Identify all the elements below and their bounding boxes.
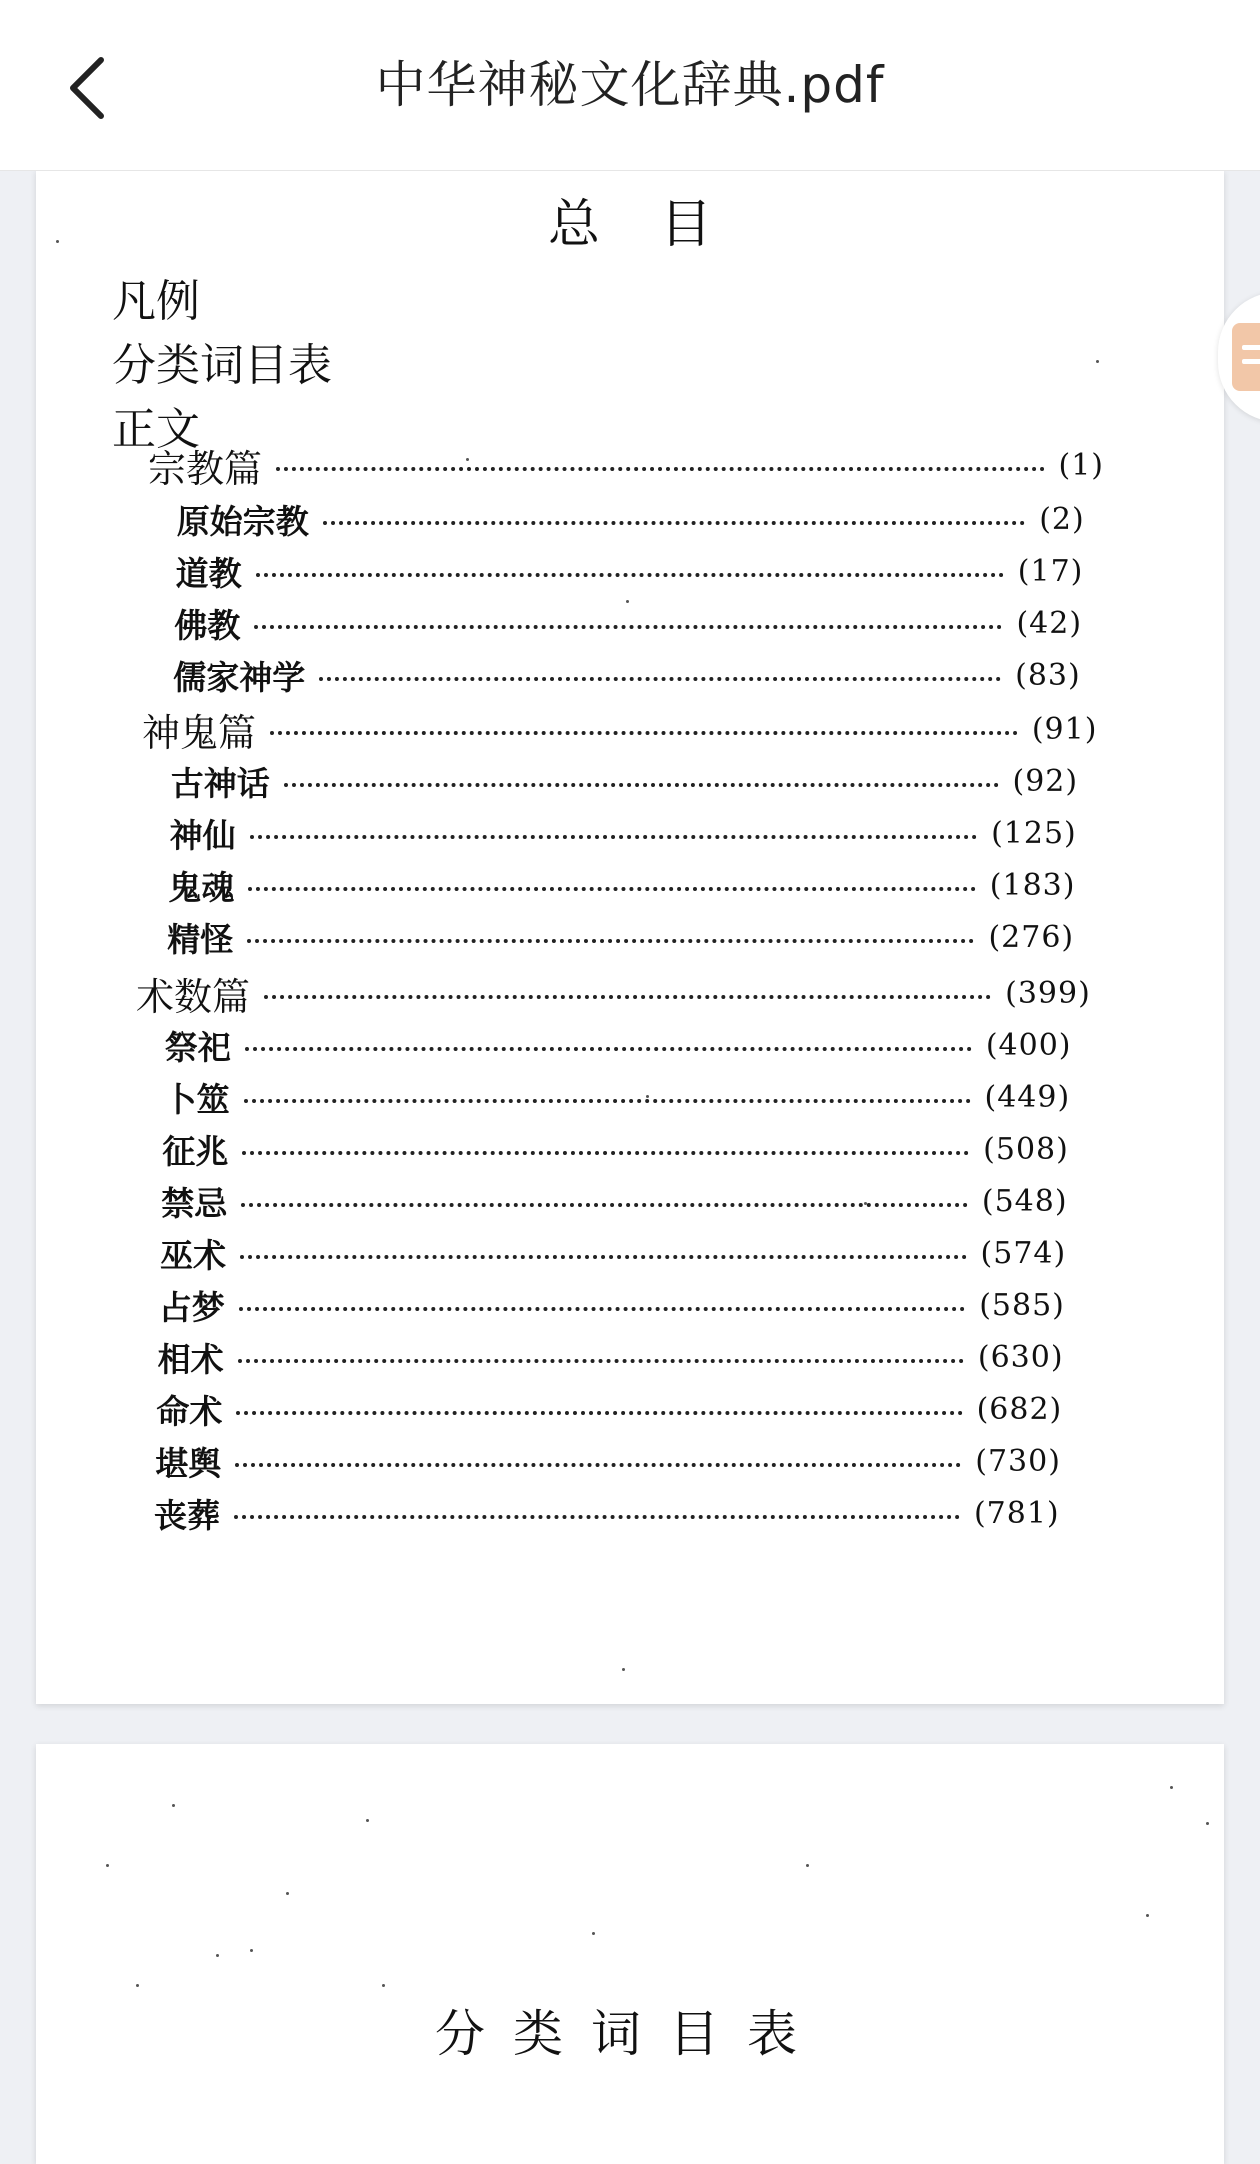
toc-row-label: 原始宗教 bbox=[176, 501, 309, 541]
toc-row-leader bbox=[235, 1463, 961, 1467]
toc-row-page: (91) bbox=[1031, 711, 1098, 747]
page-heading: 总目 bbox=[547, 195, 772, 255]
toc-row-leader bbox=[256, 573, 1004, 577]
toc-row-label: 占梦 bbox=[158, 1287, 225, 1327]
toc-row-page: (399) bbox=[1005, 975, 1091, 1011]
chevron-left-icon bbox=[65, 56, 109, 120]
toc-row[interactable] bbox=[174, 600, 1082, 646]
toc-row-label: 佛教 bbox=[174, 605, 241, 645]
toc-row-leader bbox=[323, 521, 1025, 525]
toc-row-label: 祭祀 bbox=[164, 1027, 231, 1067]
toc-row[interactable] bbox=[167, 914, 1074, 960]
toc-row-page: (276) bbox=[988, 919, 1075, 955]
toc-row[interactable] bbox=[158, 1334, 1064, 1380]
pdf-page-1[interactable] bbox=[36, 170, 1224, 1704]
toc-row-page: (92) bbox=[1012, 763, 1079, 799]
toc-row-leader bbox=[239, 1307, 965, 1311]
toc-top-entry: 正文 bbox=[112, 404, 200, 455]
toc-row-leader bbox=[236, 1411, 962, 1415]
toc-row-page: (400) bbox=[985, 1027, 1072, 1063]
toc-row-leader bbox=[319, 677, 1001, 681]
toc-row-page: (781) bbox=[973, 1495, 1060, 1531]
toc-row-label: 精怪 bbox=[167, 919, 234, 959]
toc-row-label: 宗教篇 bbox=[148, 446, 263, 491]
toc-row-leader bbox=[242, 1151, 969, 1155]
toc-row[interactable] bbox=[156, 1386, 1062, 1432]
toc-row-page: (682) bbox=[976, 1391, 1063, 1427]
toc-top-entry: 分类词目表 bbox=[112, 340, 332, 391]
toc-row-page: (449) bbox=[984, 1079, 1071, 1115]
document-title: 中华神秘文化辞典.pdf bbox=[375, 56, 885, 114]
toc-row-leader bbox=[240, 1255, 967, 1259]
toc-row-label: 儒家神学 bbox=[173, 657, 306, 697]
toc-row-label: 巫术 bbox=[160, 1235, 226, 1275]
toc-row-leader bbox=[241, 1203, 968, 1207]
toc-row[interactable] bbox=[164, 1074, 1071, 1120]
pdf-page-2[interactable] bbox=[36, 1744, 1224, 2164]
side-panel-tab[interactable] bbox=[1218, 292, 1260, 422]
toc-row[interactable] bbox=[165, 1022, 1072, 1068]
toc-row-leader bbox=[276, 467, 1044, 471]
toc-row-page: (17) bbox=[1017, 553, 1084, 589]
toc-row-label: 道教 bbox=[175, 553, 242, 593]
toc-row[interactable] bbox=[173, 652, 1081, 698]
toc-row-leader bbox=[247, 939, 974, 943]
document-list-icon bbox=[1232, 323, 1260, 391]
toc-row-label: 术数篇 bbox=[136, 974, 251, 1019]
toc-row[interactable] bbox=[159, 1282, 1065, 1328]
toc-row-leader bbox=[238, 1359, 964, 1363]
toc-row-label: 相术 bbox=[157, 1339, 224, 1379]
back-button[interactable] bbox=[52, 48, 122, 128]
toc-row-page: (730) bbox=[975, 1443, 1061, 1479]
toc-row-page: (183) bbox=[989, 867, 1076, 903]
toc-row-label: 禁忌 bbox=[161, 1183, 228, 1223]
toc-row-page: (574) bbox=[980, 1235, 1067, 1271]
toc-row[interactable] bbox=[142, 706, 1098, 755]
toc-row[interactable] bbox=[171, 758, 1078, 804]
toc-row-page: (508) bbox=[983, 1131, 1069, 1167]
toc-row-leader bbox=[234, 1515, 960, 1519]
toc-row-page: (630) bbox=[977, 1339, 1064, 1375]
toc-row-page: (585) bbox=[979, 1287, 1065, 1323]
toc-row-page: (1) bbox=[1058, 447, 1104, 483]
toc-row[interactable] bbox=[154, 1490, 1060, 1536]
toc-row-label: 古神话 bbox=[170, 763, 270, 803]
toc-row[interactable] bbox=[161, 1178, 1067, 1224]
toc-row-page: (42) bbox=[1016, 605, 1083, 641]
toc-row-page: (548) bbox=[981, 1183, 1068, 1219]
toc-row-leader bbox=[254, 625, 1002, 629]
toc-row-leader bbox=[264, 995, 991, 999]
toc-row[interactable] bbox=[162, 1126, 1068, 1172]
toc-row[interactable] bbox=[170, 810, 1077, 856]
toc-row-label: 鬼魂 bbox=[168, 867, 235, 907]
toc-row-leader bbox=[284, 783, 999, 787]
toc-row[interactable] bbox=[168, 862, 1075, 908]
toc-row-leader bbox=[248, 887, 975, 891]
toc-row[interactable] bbox=[148, 442, 1104, 491]
toc-top-entry: 凡例 bbox=[112, 276, 200, 327]
toc-row-page: (2) bbox=[1039, 501, 1085, 537]
toc-row-leader bbox=[244, 1099, 971, 1103]
toc-row-label: 卜筮 bbox=[163, 1079, 230, 1119]
toc-row-label: 征兆 bbox=[162, 1131, 229, 1171]
toc-row-label: 堪舆 bbox=[155, 1443, 222, 1483]
toc-row-page: (83) bbox=[1015, 657, 1081, 693]
toc-row[interactable] bbox=[136, 970, 1091, 1019]
toc-row[interactable] bbox=[155, 1438, 1061, 1484]
toc-row-leader bbox=[270, 731, 1018, 735]
toc-row[interactable] bbox=[177, 496, 1085, 542]
toc-row[interactable] bbox=[176, 548, 1084, 594]
toc-row-label: 神鬼篇 bbox=[142, 710, 257, 755]
toc-row-page: (125) bbox=[991, 815, 1077, 851]
page-heading: 分类词目表 bbox=[435, 2005, 825, 2063]
toc-row-label: 神仙 bbox=[169, 815, 236, 855]
top-bar bbox=[0, 0, 1260, 171]
toc-row-label: 命术 bbox=[156, 1391, 223, 1431]
toc-row-leader bbox=[245, 1047, 972, 1051]
toc-row-label: 丧葬 bbox=[154, 1495, 220, 1535]
toc-row-leader bbox=[250, 835, 978, 839]
toc-row[interactable] bbox=[160, 1230, 1066, 1276]
